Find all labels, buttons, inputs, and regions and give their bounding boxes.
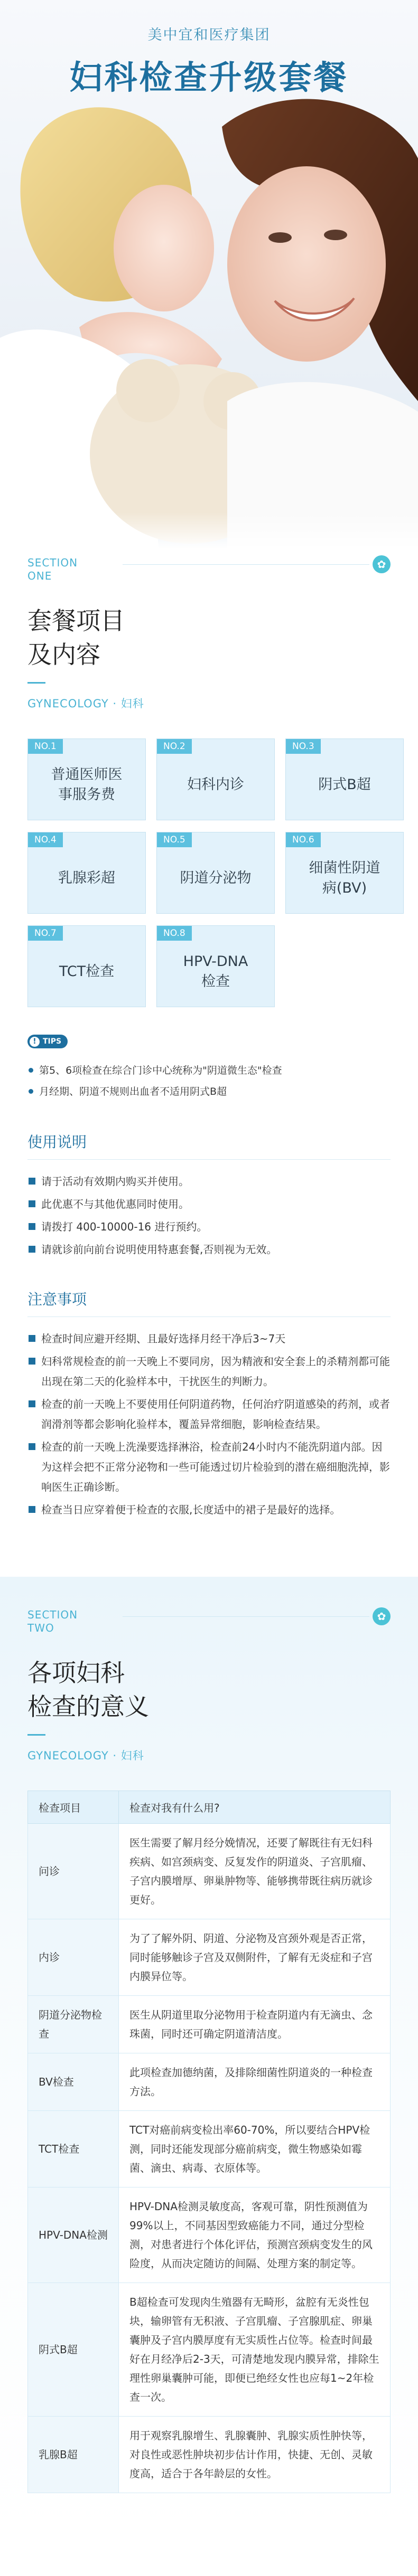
- exam-description: TCT对癌前病变检出率60-70%，所以要结合HPV检测，同时还能发现部分癌前病变，微生物感染如霉菌、滴虫、病毒、衣原体等。: [119, 2111, 391, 2187]
- section-label: SECTION ONE: [27, 556, 78, 582]
- title-underline: [27, 1734, 45, 1736]
- company-name: 美中宜和医疗集团: [147, 27, 271, 43]
- package-number: NO.6: [286, 832, 321, 847]
- exam-item: 问诊: [28, 1824, 119, 1919]
- hero-header: [0, 23, 418, 98]
- package-card: [156, 925, 275, 1007]
- package-name: 普通医师医事服务费: [51, 766, 123, 803]
- exam-description: 医生需要了解月经分娩情况，还要了解既往有无妇科疾病、如宫颈病变、反复发作的阴道炎、子宫肌瘤、子宫内膜增厚、卵巢肿物等、能够携带既往病历就诊更好。: [119, 1824, 391, 1919]
- package-card: [285, 832, 404, 914]
- section-title: 套餐项目 及内容: [27, 607, 125, 669]
- exam-item: 阴道分泌物检查: [28, 1996, 119, 2053]
- table-row: [28, 2111, 391, 2187]
- exam-item: HPV-DNA检测: [28, 2187, 119, 2283]
- column-header: 检查对我有什么用?: [119, 1791, 391, 1824]
- list-item: 第5、6项检查在综合门诊中心统称为"阴道微生态"检查: [27, 1060, 391, 1081]
- tips-list: [27, 1060, 391, 1102]
- list-item: 检查当日应穿着便于检查的衣服,长度适中的裙子是最好的选择。: [27, 1500, 391, 1520]
- exam-description: 医生从阴道里取分泌物用于检查阴道内有无滴虫、念珠菌，同时还可确定阴道清洁度。: [119, 1996, 391, 2053]
- list-item: 检查的前一天晚上不要使用任何阴道药物，任何治疗阴道感染的药剂，或者润滑剂等都会影响化验样本，覆盖异常细胞，影响检查结果。: [27, 1394, 391, 1434]
- section-rule: [123, 564, 369, 565]
- usage-title: 使用说明: [27, 1133, 87, 1151]
- package-name: HPV-DNA检查: [183, 953, 248, 990]
- list-item: 请拨打 400-10000-16 进行预约。: [27, 1217, 391, 1237]
- package-number: NO.7: [28, 926, 63, 941]
- package-number: NO.3: [286, 739, 321, 754]
- list-item: 检查的前一天晚上洗澡要选择淋浴，检查前24小时内不能洗阴道内部。因为这样会把不正常分泌物和一些可能透过切片检验到的潜在癌细胞洗掉，影响医生正确诊断。: [27, 1437, 391, 1497]
- section-rule: [123, 1616, 369, 1617]
- table-row: [28, 2187, 391, 2283]
- exam-meaning-table: [27, 1791, 391, 2493]
- hero-banner: [0, 0, 418, 549]
- section-two: [0, 1603, 418, 2493]
- list-item: 月经期、阴道不规则出血者不适用阴式B超: [27, 1081, 391, 1102]
- list-item: 此优惠不与其他优惠同时使用。: [27, 1194, 391, 1214]
- info-icon: !: [30, 1037, 40, 1047]
- exam-description: HPV-DNA检测灵敏度高，客观可靠，阴性预测值为99%以上，不同基因型致癌能力不同，通过分型检测，对患者进行个体化评估，预测宫颈病变发生的风险度，从而决定随访的间隔、处理方案的制定等。: [119, 2187, 391, 2283]
- package-name: 阴道分泌物: [180, 869, 252, 886]
- table-row: [28, 1996, 391, 2053]
- package-name: 细菌性阴道病(BV): [309, 859, 380, 896]
- section-subtitle-en: GYNECOLOGY · 妇科: [27, 1749, 144, 1762]
- package-card: [285, 738, 404, 820]
- package-name: 阴式B超: [318, 776, 371, 793]
- package-card: [27, 738, 146, 820]
- section-one-header: [27, 551, 391, 599]
- table-row: [28, 1824, 391, 1919]
- table-row: [28, 2283, 391, 2417]
- tips-badge: ! TIPS: [27, 1035, 68, 1048]
- list-item: 妇科常规检查的前一天晚上不要同房，因为精液和安全套上的杀精剂都可能出现在第二天的化验样本中，干扰医生的判断力。: [27, 1351, 391, 1391]
- package-number: NO.5: [157, 832, 192, 847]
- title-underline: [27, 682, 45, 684]
- exam-item: 乳腺B超: [28, 2417, 119, 2493]
- section-title: 各项妇科 检查的意义: [27, 1659, 149, 1721]
- package-card: [27, 925, 146, 1007]
- package-card: [27, 832, 146, 914]
- page-title: 妇科检查升级套餐: [69, 58, 349, 97]
- column-header: 检查项目: [28, 1791, 119, 1824]
- hero-fade: [0, 512, 418, 549]
- list-item: 请就诊前向前台说明使用特惠套餐,否则视为无效。: [27, 1239, 391, 1259]
- package-grid: [27, 738, 391, 1007]
- package-number: NO.2: [157, 739, 192, 754]
- list-item: 检查时间应避开经期、且最好选择月经干净后3~7天: [27, 1329, 391, 1349]
- table-row: [28, 2053, 391, 2111]
- exam-item: TCT检查: [28, 2111, 119, 2187]
- package-number: NO.8: [157, 926, 192, 941]
- exam-item: 阴式B超: [28, 2283, 119, 2417]
- table-row: [28, 2417, 391, 2493]
- exam-description: 用于观察乳腺增生、乳腺囊肿、乳腺实质性肿快等，对良性或恶性肿块初步估计作用，快捷、无创、灵敏度高，适合于各年龄层的女性。: [119, 2417, 391, 2493]
- table-header-row: [28, 1791, 391, 1824]
- table-row: [28, 1919, 391, 1996]
- usage-list: [27, 1171, 391, 1259]
- package-card: [156, 738, 275, 820]
- exam-item: BV检查: [28, 2053, 119, 2111]
- notes-title: 注意事项: [27, 1291, 87, 1308]
- leaf-icon: ✿: [373, 555, 391, 573]
- section-label: SECTION TWO: [27, 1608, 78, 1634]
- exam-item: 内诊: [28, 1919, 119, 1996]
- section-one: [0, 551, 418, 1520]
- exam-description: 为了了解外阴、阴道、分泌物及宫颈外观是否正常，同时能够触诊子宫及双侧附件，了解有无炎症和子宫内膜异位等。: [119, 1919, 391, 1996]
- divider: [27, 1159, 391, 1160]
- section-subtitle-en: GYNECOLOGY · 妇科: [27, 697, 144, 710]
- leaf-icon: ✿: [373, 1607, 391, 1625]
- section-two-header: [27, 1603, 391, 1651]
- exam-description: 此项检查加德纳菌，及排除细菌性阴道炎的一种检查方法。: [119, 2053, 391, 2111]
- package-name: TCT检查: [59, 963, 115, 980]
- package-card: [156, 832, 275, 914]
- package-name: 妇科内诊: [187, 776, 244, 793]
- exam-description: B超检查可发现肉生殖器有无畸形，盆腔有无炎性包块，输卵管有无积液、子宫肌瘤、子宫腺肌症、卵巢囊肿及子宫内膜厚度有无实质性占位等。检查时间最好在月经净后2-3天，可清楚地发现内膜异常，排除生理性卵巢囊肿可能，即便已绝经女性也应每1~2年检查一次。: [119, 2283, 391, 2417]
- notes-list: [27, 1329, 391, 1520]
- section-two-wrap: [0, 1577, 418, 2535]
- list-item: 请于活动有效期内购买并使用。: [27, 1171, 391, 1191]
- package-number: NO.4: [28, 832, 63, 847]
- package-name: 乳腺彩超: [58, 869, 115, 886]
- package-number: NO.1: [28, 739, 63, 754]
